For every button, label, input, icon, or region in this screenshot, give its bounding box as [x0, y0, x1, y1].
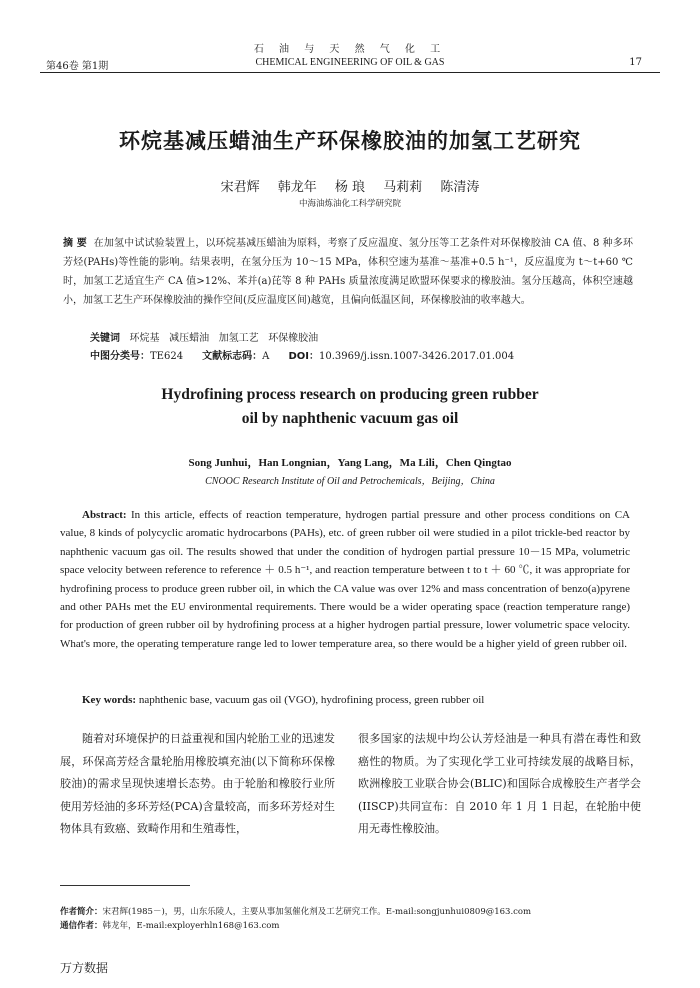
- footnote-rule: [60, 885, 190, 886]
- keyword: 环烷基: [129, 333, 160, 344]
- watermark: 万方数据: [60, 961, 109, 975]
- doi-value: 10.3969/j.issn.1007-3426.2017.01.004: [318, 351, 515, 362]
- author-name: 杨 琅: [334, 180, 366, 195]
- doc-code-label: 文献标志码：: [202, 351, 263, 362]
- volume-issue: 第46卷 第1期: [46, 61, 109, 72]
- bio-label: 作者简介：: [60, 907, 103, 917]
- author-name: 宋君辉: [220, 180, 260, 195]
- journal-name-en: CHEMICAL ENGINEERING OF OIL & GAS: [255, 57, 445, 68]
- paper-title-cn: 环烷基减压蜡油生产环保橡胶油的加氢工艺研究: [119, 129, 581, 153]
- abstract-en: [60, 506, 630, 653]
- keyword: 环保橡胶油: [268, 333, 319, 344]
- keywords-text-en: naphthenic base, vacuum gas oil (VGO), hydrofining process, green rubber oil: [138, 694, 485, 706]
- affiliation-cn: 中海油炼油化工科学研究院: [298, 199, 401, 209]
- keywords-cn: [90, 329, 318, 344]
- keyword: 减压蜡油: [169, 333, 210, 344]
- authors-cn: [0, 176, 700, 195]
- clc-value: TE624: [150, 351, 184, 362]
- body-column-left: 随着对环境保护的日益重视和国内轮胎工业的迅速发展，环保高芳烃含量轮胎用橡胶填充油(以下简称环保橡胶油)的需求呈现快速增长态势。由于轮胎和橡胶行业所使用芳烃油的多环芳烃(PCA)含量较高，而多环芳烃对生物体具有致癌、致畸作用和生殖毒性，: [60, 732, 335, 835]
- doi-label: DOI：: [288, 351, 319, 362]
- bio-text: 宋君辉(1985－)，男，山东乐陵人，主要从事加氢催化剂及工艺研究工作。E-mail:songjunhui0809@163.com: [102, 907, 532, 917]
- header-rule: [40, 72, 660, 73]
- author-bio-footnote: [60, 906, 660, 919]
- paper-title-en: [0, 383, 700, 431]
- corresponding-author-footnote: [60, 920, 660, 933]
- title-en-line: Hydrofining process research on producing green rubber: [161, 386, 539, 403]
- abstract-text-cn: 在加氢中试试验装置上，以环烷基减压蜡油为原料，考察了反应温度、氢分压等工艺条件对环保橡胶油 CA 值、8 种多环芳烃(PAHs)等性能的影响。结果表明，在氢分压为 10～15 MPa，体积空速为基准～基准+0.5 h⁻¹，反应温度为 t～t+60 ℃时，加氢工艺适宜生产 CA 值>12%、苯并(a)芘等 8 种 PAHs 质量浓度满足欧盟环保要求的橡胶油。氢分压越高，体积空速越小，加氢工艺生产环保橡胶油的操作空间(反应温度区间)越宽，且偏向低温区间，环保橡胶油的收率越大。: [63, 238, 633, 306]
- keywords-en: [82, 694, 642, 706]
- body-column-right: 很多国家的法规中均公认芳烃油是一种具有潜在毒性和致癌性的物质。为了实现化学工业可持续发展的战略目标，欧洲橡胶工业联合协会(BLIC)和国际合成橡胶生产者学会(IISCP)共同宣布：自 2010 年 1 月 1 日起，在轮胎中使用无毒性橡胶油。: [358, 732, 641, 835]
- abstract-text-en: In this article, effects of reaction temperature, hydrogen partial pressure and other process conditions on CA value, 8 kinds of polycyclic aromatic hydrocarbons (PAHs), etc. of green rubber oil were studied in a pilot trickle-bed reactor by naphthenic vacuum gas oil. The results showed that under the condition of hydrogen partial pressure 10－15 MPa, volumetric space velocity between reference to reference ＋ 0.5 h⁻¹, and reaction temperature between t to t ＋ 60 ℃, it was appropriate for hydrofining process to produce green rubber oil, in which the CA value was over 12% and mass concentration of benzo(a)pyrene and other PAHs met the EU environmental requirements. There would be a wider operating space (reaction temperature range) for production of green rubber oil by hydrofining process at a higher hydrogen partial pressure, lower volumetric space velocity. What's more, the operating temperature range led to lower temperature area, so there would be a higher yield of green rubber oil.: [60, 509, 630, 650]
- abstract-label-en: Abstract:: [82, 509, 127, 521]
- author-name: 马莉莉: [383, 180, 423, 195]
- author-name: 韩龙年: [277, 180, 317, 195]
- keyword: 加氢工艺: [218, 333, 259, 344]
- author-name: 陈清涛: [440, 180, 480, 195]
- authors-en: Song Junhui，Han Longnian，Yang Lang，Ma Lili，Chen Qingtao: [188, 457, 512, 469]
- keywords-label-cn: 关键词: [90, 333, 120, 344]
- title-en-line: oil by naphthenic vacuum gas oil: [241, 410, 459, 427]
- journal-name-cn: 石 油 与 天 然 气 化 工: [253, 44, 447, 55]
- abstract-cn: [63, 234, 633, 310]
- abstract-label-cn: 摘 要: [63, 238, 87, 249]
- corr-text: 韩龙年，E-mail:exployerhln168@163.com: [102, 921, 280, 931]
- doc-code-value: A: [262, 351, 270, 362]
- corr-label: 通信作者：: [60, 921, 103, 931]
- keywords-label-en: Key words:: [82, 694, 137, 706]
- clc-label: 中图分类号：: [90, 351, 150, 362]
- classification-line: [90, 347, 650, 362]
- affiliation-en: CNOOC Research Institute of Oil and Petrochemicals，Beijing，China: [205, 476, 495, 487]
- page-number: 17: [629, 57, 642, 68]
